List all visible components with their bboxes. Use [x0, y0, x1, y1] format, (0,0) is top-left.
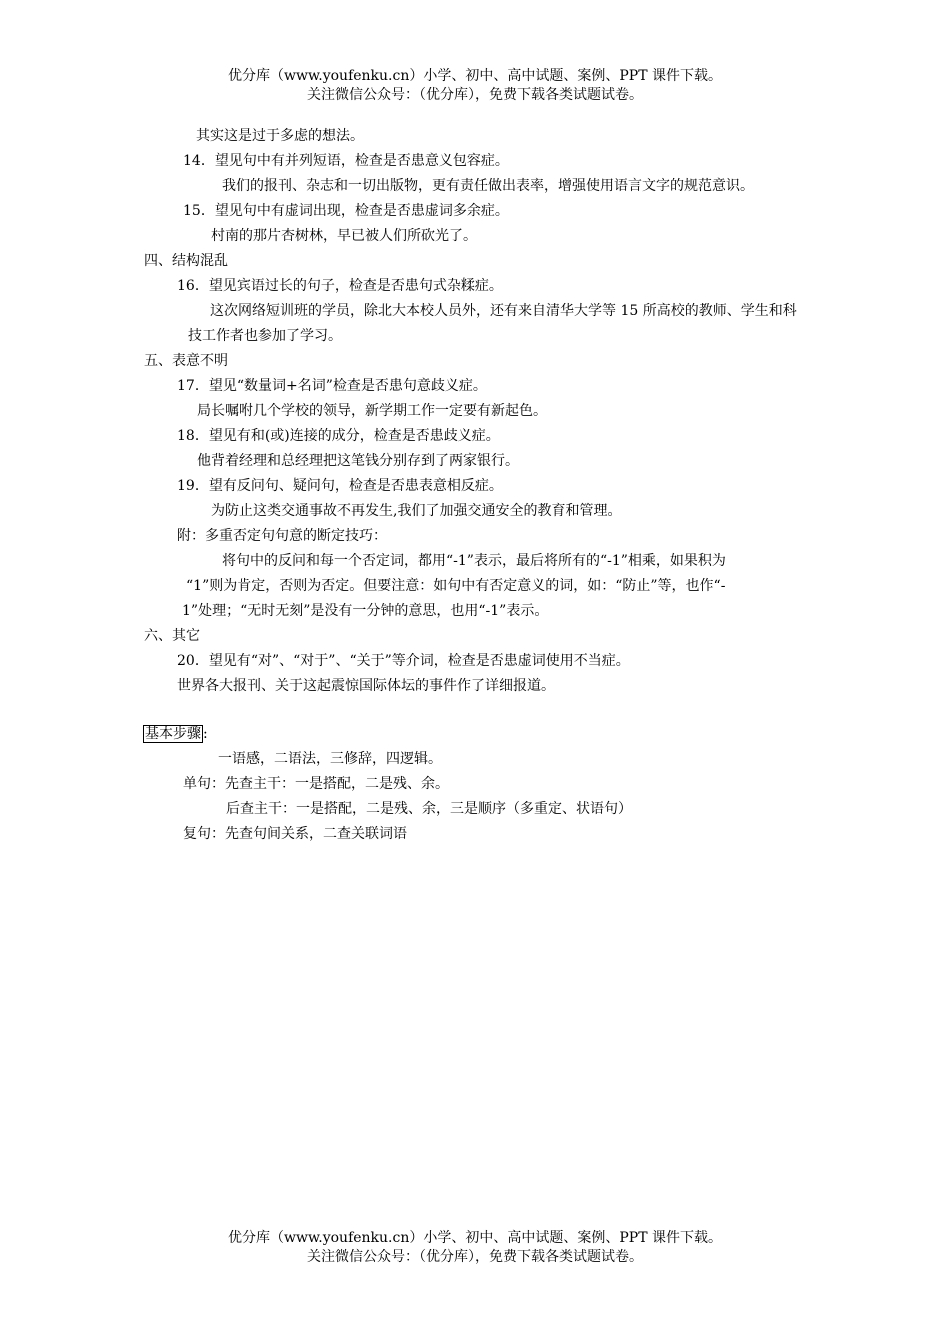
example-sentence: 其实这是过于多虑的想法。: [196, 128, 364, 144]
section-heading-6: 六、其它: [144, 628, 200, 644]
example-sentence: 他背着经理和总经理把这笔钱分别存到了两家银行。: [197, 453, 519, 469]
steps-compound-sentence: 复句：先查句间关系，二查关联词语: [183, 826, 407, 842]
rule-14: 14．望见句中有并列短语，检查是否患意义包容症。: [183, 153, 509, 169]
steps-simple-sentence-cont: 后查主干：一是搭配，二是残、余，三是顺序（多重定、状语句）: [226, 801, 632, 817]
appendix-text: 1”处理；“无时无刻”是没有一分钟的意思，也用“-1”表示。: [182, 603, 549, 619]
appendix-text: “1”则为肯定，否则为否定。但要注意：如句中有否定意义的词，如：“防止”等，也作“-: [186, 578, 726, 594]
example-sentence: 村南的那片杏树林，早已被人们所砍光了。: [211, 228, 477, 244]
footer-line-2: 关注微信公众号：（优分库），免费下载各类试题试卷。: [307, 1249, 643, 1265]
example-sentence: 局长嘱咐几个学校的领导，新学期工作一定要有新起色。: [197, 403, 547, 419]
header-line-1: 优分库（www.youfenku.cn）小学、初中、高中试题、案例、PPT 课件下载。: [227, 68, 722, 84]
appendix-heading: 附：多重否定句句意的断定技巧：: [177, 528, 387, 544]
section-heading-4: 四、结构混乱: [144, 253, 228, 269]
section-heading-5: 五、表意不明: [144, 353, 228, 369]
page-header: [0, 67, 950, 105]
appendix-text: 将句中的反问和每一个否定词，都用“-1”表示，最后将所有的“-1”相乘，如果积为: [222, 553, 726, 569]
steps-summary: 一语感，二语法，三修辞，四逻辑。: [218, 751, 442, 767]
footer-line-1: 优分库（www.youfenku.cn）小学、初中、高中试题、案例、PPT 课件下载。: [227, 1230, 722, 1246]
rule-19: 19．望有反问句、疑问句，检查是否患表意相反症。: [177, 478, 503, 494]
basic-steps-box: 基本步骤: [145, 726, 201, 742]
basic-steps-label: [143, 725, 208, 743]
example-sentence-cont: 技工作者也参加了学习。: [188, 328, 342, 344]
example-sentence: 我们的报刊、杂志和一切出版物，更有责任做出表率，增强使用语言文字的规范意识。: [222, 178, 754, 194]
rule-17: 17．望见“数量词+名词”检查是否患句意歧义症。: [177, 378, 487, 394]
rule-16: 16．望见宾语过长的句子，检查是否患句式杂糅症。: [177, 278, 503, 294]
basic-steps-colon: :: [203, 726, 208, 742]
rule-20: 20．望见有“对”、“对于”、“关于”等介词，检查是否患虚词使用不当症。: [177, 653, 630, 669]
rule-15: 15．望见句中有虚词出现，检查是否患虚词多余症。: [183, 203, 509, 219]
example-sentence: 为防止这类交通事故不再发生,我们了加强交通安全的教育和管理。: [211, 503, 622, 519]
steps-simple-sentence: 单句：先查主干：一是搭配，二是残、余。: [183, 776, 449, 792]
page-footer: [0, 1229, 950, 1267]
example-sentence: 世界各大报刊、关于这起震惊国际体坛的事件作了详细报道。: [177, 678, 555, 694]
example-sentence: 这次网络短训班的学员，除北大本校人员外，还有来自清华大学等 15 所高校的教师、学生和科: [210, 303, 797, 319]
rule-18: 18．望见有和(或)连接的成分，检查是否患歧义症。: [177, 428, 500, 444]
header-line-2: 关注微信公众号：（优分库），免费下载各类试题试卷。: [307, 87, 643, 103]
